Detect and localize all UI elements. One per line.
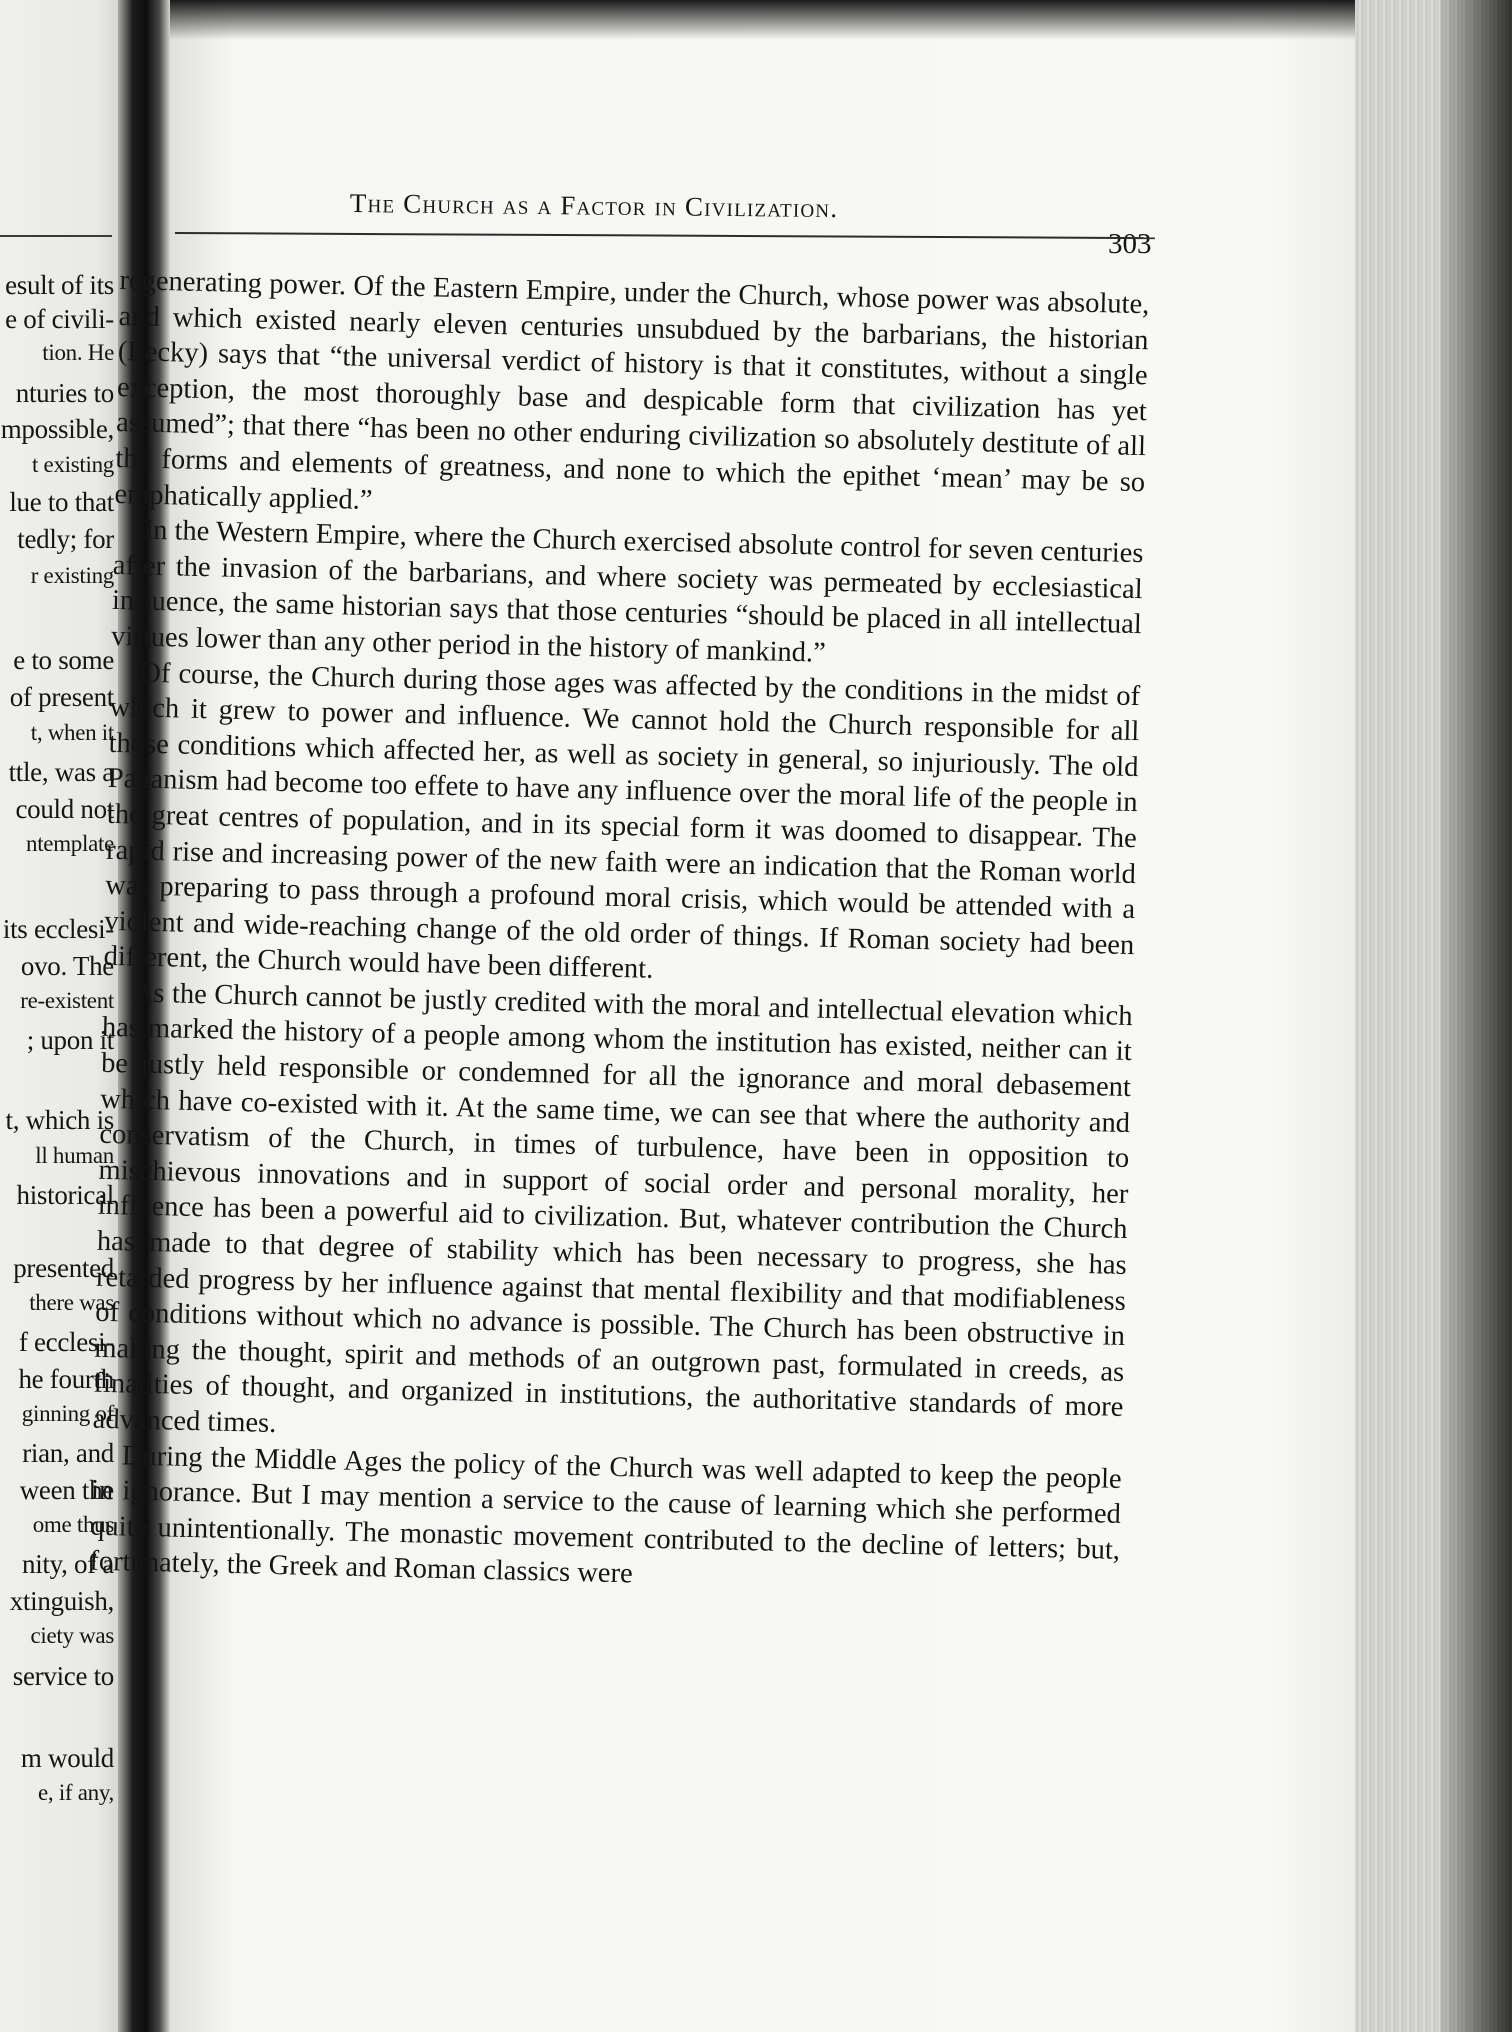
- left-page-line: ween the: [19, 1475, 114, 1505]
- left-page-line: e of civili-: [5, 304, 114, 334]
- left-page-line: nity, of a: [22, 1549, 114, 1579]
- paragraph: During the Middle Ages the policy of the Church was well adapted to keep the people in ignorance. But I may mention a service to the cause of learning which she performed quite unintentionally. The monastic movement contributed to the decline of letters; but, fortunately, the Greek and Roman classics were: [89, 1439, 1122, 1590]
- running-head: The Church as a Factor in Civilization.: [349, 188, 839, 224]
- left-page-line: of present: [9, 682, 114, 712]
- left-page-line: xtinguish,: [9, 1586, 114, 1616]
- left-page-line: lue to that: [9, 487, 114, 517]
- left-page-line: mpossible,: [0, 414, 114, 444]
- left-page-line: historical: [16, 1180, 114, 1210]
- left-page-line: tion. He: [42, 340, 114, 365]
- left-page-line: ll human: [35, 1143, 114, 1168]
- left-page-line: he fourth: [18, 1364, 114, 1394]
- left-page-line: f ecclesi-: [18, 1327, 114, 1357]
- left-page-line: ginning of: [21, 1401, 114, 1426]
- left-page-line: could not: [15, 794, 114, 824]
- paragraph: regenerating power. Of the Eastern Empire, under the Church, whose power was absolute, and which existed nearly eleven centuries unsubdued by the barbarians, the historian (Lecky) says that “the universal verdict of history is that it constitutes, without a single exception, the most thoroughly base and despicable form that civilization has yet assumed”; that there “has been no other enduring civilization so absolutely destitute of all the forms and elements of greatness, and none to which the epithet ‘mean’ may be so emphatically applied.”: [114, 264, 1150, 516]
- left-page-line: ; upon it: [26, 1025, 114, 1055]
- left-page-line: tedly; for: [17, 524, 114, 554]
- left-page-line: ntemplate: [26, 831, 114, 856]
- paragraph: As the Church cannot be justly credited with the moral and intellectual elevation which has marked the history of a people among whom the institution has existed, neither can it be justly held responsible or condemned for all the ignorance and moral debasement which have co-existed with it. At the same time, we can see that where the authority and conservatism of the Church, in times of turbulence, have been in opposition to mischievous innovations and in support of social order and personal morality, her influence has been a powerful aid to civilization. But, whatever contribution the Church has made to that degree of stability which has been necessary to progress, she has retarded progress by her influence against that mental flexibility and that modifiableness of conditions without which no advance is possible. The Church has been obstructive in making the thought, spirit and methods of an outgrown past, formulated in creeds, as finalities of thought, and organized in institutions, the authoritative standards of more advanced times.: [92, 977, 1133, 1440]
- left-page-line: r existing: [30, 563, 114, 588]
- left-page-line: service to: [12, 1661, 114, 1691]
- left-page-line: ttle, was a: [8, 757, 114, 787]
- body-text: [89, 263, 1150, 1604]
- left-page-line: esult of its: [5, 270, 114, 300]
- paragraph: In the Western Empire, where the Church exercised absolute control for seven centuries after the invasion of the barbarians, and where society was permeated by ecclesiastical influence, the same historian says that those centuries “should be placed in all intellectual virtues lower than any other period in the history of mankind.”: [110, 514, 1144, 669]
- left-page-rule: [0, 235, 112, 237]
- page-number: 303: [1108, 228, 1152, 260]
- left-page-line: t, which is: [5, 1105, 114, 1135]
- left-page-line: ome thus: [32, 1512, 114, 1537]
- page-edges-shadow: [1440, 0, 1512, 2032]
- left-page-line: e, if any,: [38, 1780, 114, 1805]
- left-page-line: t existing: [32, 452, 114, 477]
- left-page-line: t, when it: [30, 720, 114, 745]
- left-page-line: there was: [29, 1290, 114, 1315]
- left-page-line: rian, and: [22, 1438, 114, 1468]
- paragraph: Of course, the Church during those ages was affected by the conditions in the midst of which it grew to power and influence. We cannot hold the Church responsible for all those conditions which affected her, as well as society in general, so injuriously. The old Paganism had become too effete to have any influence over the moral life of the people in the great centres of population, and in its special form it was doomed to disappear. The rapid rise and increasing power of the new faith were an indication that the Roman world was preparing to pass through a profound moral crisis, which would be attended with a violent and wide-reaching change of the old order of things. If Roman society had been different, the Church would have been different.: [103, 657, 1141, 986]
- left-page-line: m would: [20, 1743, 114, 1773]
- left-page-line: its ecclesi-: [2, 914, 114, 944]
- left-page-line: nturies to: [15, 378, 114, 408]
- left-page-line: e to some: [13, 645, 114, 675]
- left-page-line: presented: [13, 1253, 114, 1283]
- left-page-line: ovo. The: [20, 951, 114, 981]
- left-page-line: ciety was: [30, 1623, 114, 1648]
- top-shadow: [160, 0, 1512, 40]
- left-page-line: re-existent: [20, 988, 114, 1013]
